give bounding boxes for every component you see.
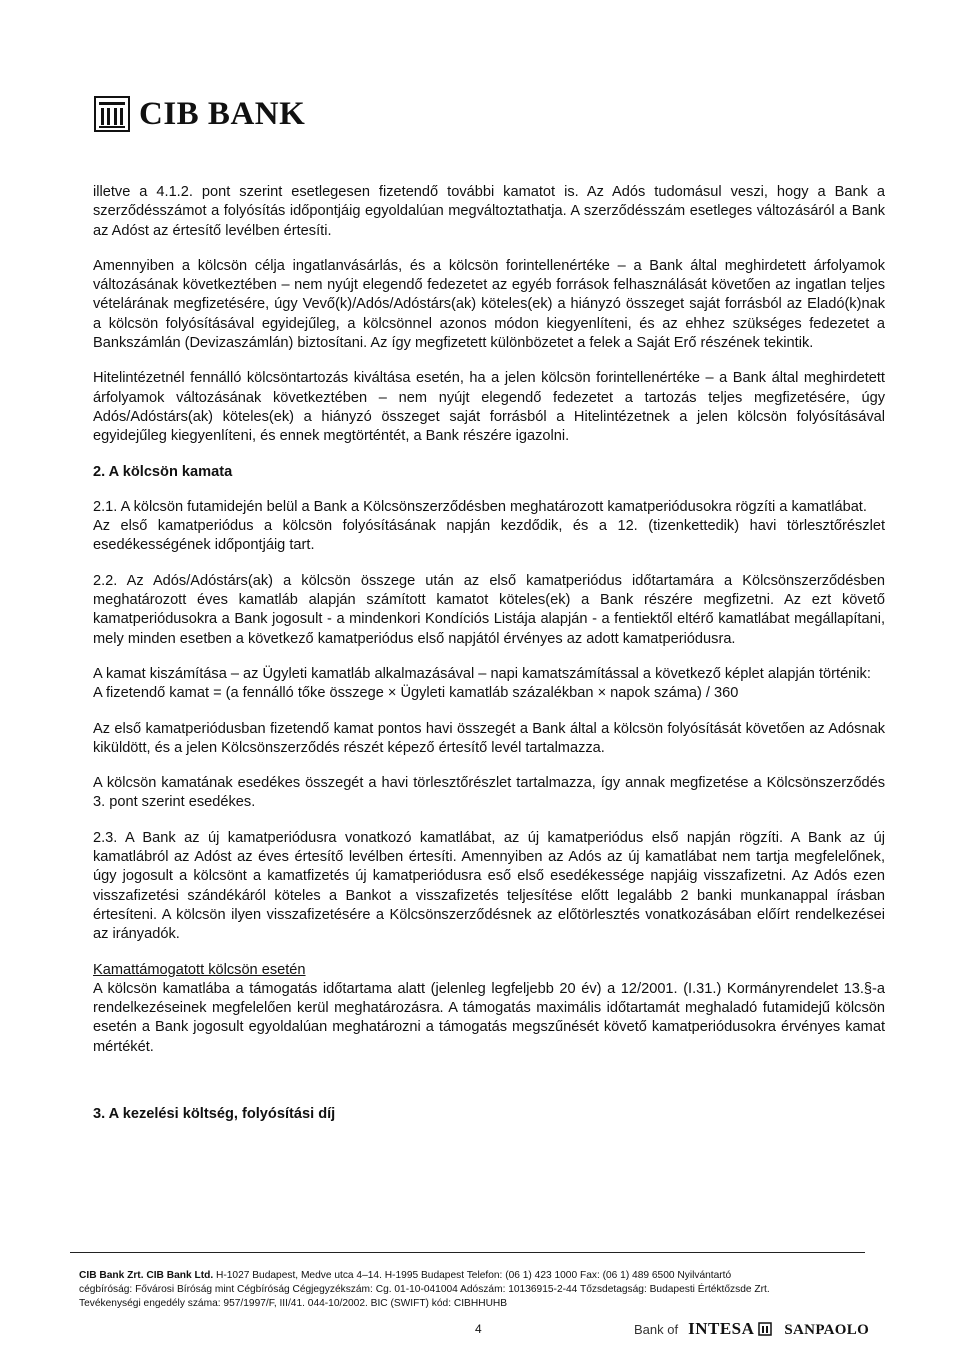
footer-line-2: cégbíróság: Fővárosi Bíróság mint Cégbíróság Cégjegyzékszám: Cg. 01-10-041004 Adószám: 10136915-2-44 Tőzsdetagság: Budapesti Értéktőzsde Zrt. <box>79 1284 770 1295</box>
footer-line-1 <box>79 1269 899 1283</box>
footer-divider <box>70 1252 865 1253</box>
footer <box>79 1269 899 1311</box>
paragraph-2-3: 2.3. A Bank az új kamatperiódusra vonatkozó kamatlábat, az új kamatperiódus első napján rögzíti. A Bank az új kamatlábról az Adóst az éves értesítő levélben értesíti. Amennyiben az Adós az új kamatlábat nem tartja megfelelőnek, úgy jogosult a kölcsönt a kamatfizetés új kamatperiódusra eső első esedékessége napjáig visszafizetni. Az Adós ezen visszafizetési szándékáról köteles a Bankot a visszafizetés teljesítése előtt legalább 2 banki munkanappal írásban értesíteni. A kölcsön ilyen visszafizetésére a Kölcsönszerződésnek az előtörlesztés vonatkozásában előírt rendelkezései az irányadók. <box>93 829 885 943</box>
subsection-title-subsidized: Kamattámogatott kölcsön esetén <box>93 961 306 978</box>
logo-text: CIB BANK <box>139 96 306 132</box>
footer-company: CIB Bank Zrt. CIB Bank Ltd. <box>79 1270 214 1281</box>
section-heading-interest: 2. A kölcsön kamata <box>93 463 233 480</box>
spacer <box>93 1073 885 1105</box>
partner-intesa: INTESA <box>688 1319 755 1338</box>
page-number: 4 <box>475 1322 482 1336</box>
footer-line-3: Tevékenységi engedély száma: 957/1997/F, III/41. 044-10/2002. BIC (SWIFT) kód: CIBHHUHB <box>79 1298 508 1309</box>
partner-sanpaolo: SANPAOLO <box>784 1322 870 1338</box>
section-heading-fees: 3. A kezelési költség, folyósítási díj <box>93 1105 336 1122</box>
interest-formula: A fizetendő kamat = (a fennálló tőke összege × Ügyleti kamatláb százalékban × napok száma) / 360 <box>93 685 739 702</box>
footer-address: H-1027 Budapest, Medve utca 4–14. H-1995 Budapest Telefon: (06 1) 423 1000 Fax: (06 1) 489 6500 Nyilvántartó <box>213 1270 732 1281</box>
intesa-sanpaolo-emblem-icon <box>758 1322 772 1336</box>
paragraph-first-period: Az első kamatperiódusban fizetendő kamat pontos havi összegét a Bank által a kölcsön folyósítását követően az Adósnak kiküldött, és a jelen Kölcsönszerződés részét képező értesítő levél tartalmazza. <box>93 720 885 756</box>
paragraph-continuation: illetve a 4.1.2. pont szerint esetlegesen fizetendő további kamatot is. Az Adós tudomásul veszi, hogy a Bank a szerződésszámot a folyósítás időpontjáig egyoldalúan megváltoztathatja. A szerződésszám esetleges változásáról a Bank az Adóst az értesítő levélben értesíti. <box>93 184 885 239</box>
paragraph-2-1b: Az első kamatperiódus a kölcsön folyósításának napján kezdődik, és a 12. (tizenkettedik) havi törlesztőrészlet esedékességének időpontjáig tart. <box>93 518 885 554</box>
paragraph-interest-due: A kölcsön kamatának esedékes összegét a havi törlesztőrészlet tartalmazza, így annak megfizetése a Kölcsönszerződés 3. pont szerint esedékes. <box>93 775 885 811</box>
intesa-sanpaolo-logo <box>634 1319 869 1339</box>
paragraph-subsidized-loan: A kölcsön kamatlába a támogatás időtartama alatt (jelenleg legfeljebb 20 év) a 12/2001. (I.31.) Kormányrendelet 13.§-a rendelkezéseinek megfelelően kerül meghatározásra. A támogatás maximális időtartamát meghaladó futamidejű kölcsön esetén a Bank jogosult egyoldalúan meghatározni a támogatás megszűnését követő kamatperiódusokra érvényes kamat mértékét. <box>93 980 885 1055</box>
cib-bank-logo <box>94 95 305 133</box>
paragraph-2-2: 2.2. Az Adós/Adóstárs(ak) a kölcsön összege után az első kamatperiódus időtartamára a Kölcsönszerződésben meghatározott éves kamatláb alapján számított kamatot köteles(ek) a Bank részére megfizetni. Az ezt követő kamatperiódusokra a Bank jogosult - a mindenkori Kondíciós Listája alapján - a fentiektől eltérő kamatlábat megállapítani, mely minden esetben a következő kamatperiódus első napjától érvényes az adott kamatperiódusra. <box>93 572 885 647</box>
paragraph-property-purchase: Amennyiben a kölcsön célja ingatlanvásárlás, és a kölcsön forintellenértéke – a Bank által meghirdetett árfolyamok változásának következtében – nem nyújt elegendő fedezetet az egyéb források felhasználását követően az ingatlan teljes vételárának megfizetésére, úgy Vevő(k)/Adós/Adóstárs(ak) köteles(ek) a hiányzó összeget saját forrásból az Eladó(k)nak a kölcsön folyósításával egyidejűleg, a kölcsönnel azonos módon kiegyenlíteni, és az ehhez szükséges fedezetet a Bankszámlán (Devizaszámlán) biztosítani. Az így megfizetett különbözetet a felek a Saját Erő részének tekintik. <box>93 257 885 352</box>
bank-building-icon <box>94 96 130 132</box>
partner-prefix: Bank of <box>634 1322 679 1337</box>
paragraph-loan-replacement: Hitelintézetnél fennálló kölcsöntartozás kiváltása esetén, ha a jelen kölcsön forintellenértéke – a Bank által meghirdetett árfolyamok változásának következtében – nem nyújt elegendő fedezetet a tartozás teljes megfizetésére, úgy Adós/Adóstárs(ak) köteles(ek) a hiányzó összeget saját forrásból a Hitelintézetnek a jelen kölcsön folyósításával egyidejűleg kiegyenlíteni, és ennek megtörténtét, a Bank részére igazolni. <box>93 370 885 445</box>
paragraph-interest-calculation: A kamat kiszámítása – az Ügyleti kamatláb alkalmazásával – napi kamatszámítással a következő képlet alapján történik: <box>93 665 871 682</box>
paragraph-2-1a: 2.1. A kölcsön futamidején belül a Bank a Kölcsönszerződésben meghatározott kamatperiódusokra rögzíti a kamatlábat. <box>93 498 867 515</box>
document-body <box>93 183 885 1140</box>
